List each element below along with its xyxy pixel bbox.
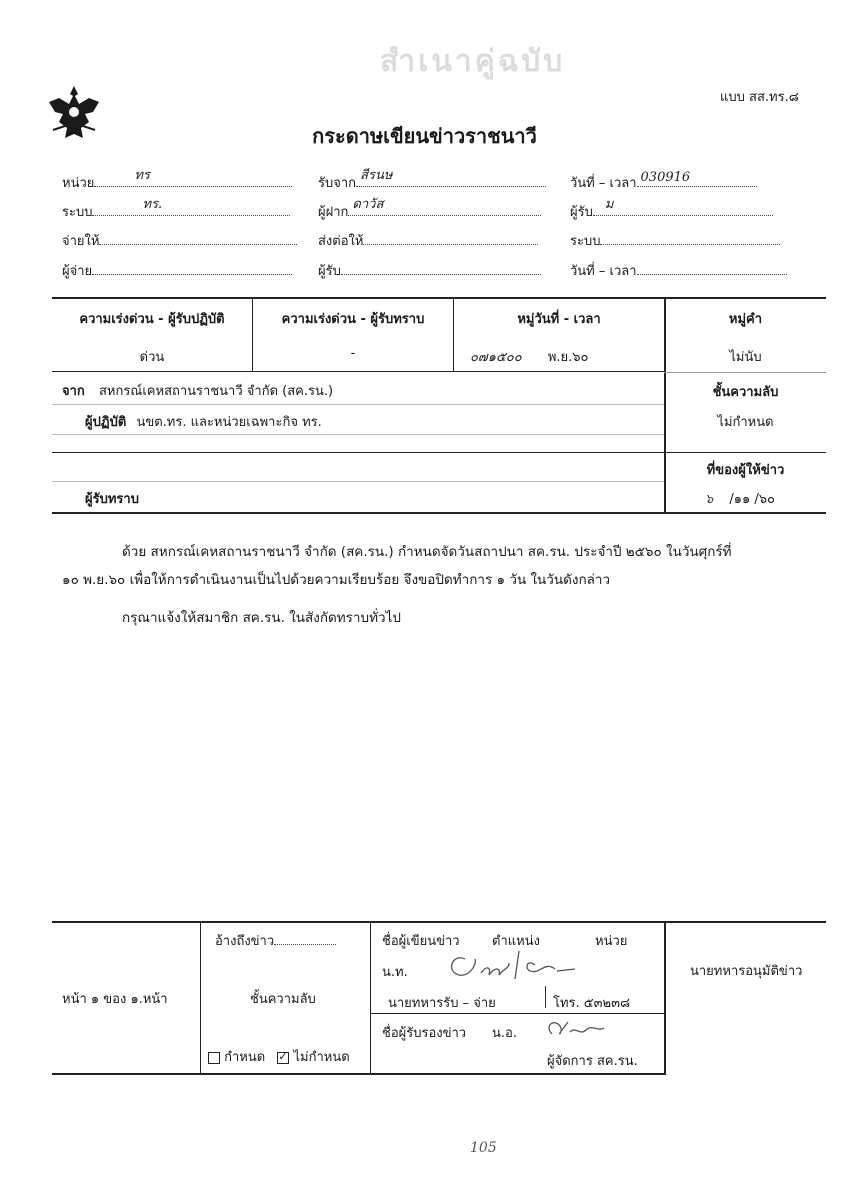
position-value: นายทหารรับ – จ่าย [388,996,496,1011]
classification-value: ไม่กำหนด [717,415,774,430]
forward-to-field [318,230,538,251]
forward-to-label: ส่งต่อให้ [318,234,364,249]
dtg-month: พ.ย.๖๐ [547,350,589,365]
writer-name-label: ชื่อผู้เขียนข่าว [382,934,460,949]
copy-stamp: สำเนาคู่ฉบับ [380,44,566,79]
system-label: ระบบ [62,205,93,220]
undefined-label: ไม่กำหนด [293,1050,350,1065]
writer-signature-icon [425,945,605,987]
dtg-number: ๐๗๑๕๐๐ [470,350,522,365]
action-row [85,411,322,432]
deposited-by-field [318,197,541,222]
undefined-checkbox[interactable] [277,1052,289,1064]
date-time2-label: วันที่ – เวลา [570,264,637,279]
received-from-value: สีรนษ [360,168,393,183]
footer-classification-label: ชั้นความลับ [250,992,316,1007]
receiver-label: ผู้รับ [318,264,341,279]
deposited-by-label: ผู้ฝาก [318,205,349,220]
from-value: สหกรณ์เคหสถานราชนาวี จำกัด (สค.รน.) [98,384,334,399]
receiver2-field [570,197,773,222]
urgency-action-header: ความเร่งด่วน - ผู้รับปฏิบัติ [79,312,225,327]
certifier-signature-icon [540,1014,610,1044]
phone-value: โทร. ๕๓๒๓๘ [553,996,631,1011]
action-label: ผู้ปฏิบัติ [85,415,127,430]
originator-ref-header: ที่ของผู้ให้ข่าว [706,463,785,478]
urgency-info-value: - [350,346,356,361]
pay-to-label: จ่ายให้ [62,234,100,249]
unit-label: หน่วย [595,934,628,949]
date-time-value: 030916 [640,170,691,185]
system-field [62,197,290,222]
system-value: ทร. [142,197,163,212]
handwritten-number: 105 [470,1140,497,1156]
date-time-label: วันที่ – เวลา [570,176,637,191]
system2-field [570,230,780,251]
originator-ref-prefix: ๖ [705,492,714,507]
unit-label: หน่วย [62,176,95,191]
rank-no: น.อ. [492,1026,517,1041]
receiver-field [318,260,541,281]
from-label: จาก [62,384,85,399]
word-count-value: ไม่นับ [729,350,762,365]
classification-options [208,1046,350,1067]
urgency-action-value: ด่วน [139,350,165,365]
body-paragraph-1-cont: ๑๐ พ.ย.๖๐ เพื่อให้การดำเนินงานเป็นไปด้วยความเรียบร้อย จึงขอปิดทำการ ๑ วัน ในวันดังกล่าว [62,572,611,588]
dtg-header: หมู่วันที่ - เวลา [517,312,601,327]
body-paragraph-1: ด้วย สหกรณ์เคหสถานราชนาวี จำกัด (สค.รน.) กำหนดจัดวันสถาปนา สค.รน. ประจำปี ๒๕๖๐ ในวันศุกร์ที่ [122,544,732,560]
deposited-by-value: ดาวัส [352,197,384,212]
originator-ref-value [705,488,775,509]
page-title: กระดาษเขียนข่าวราชนาวี [312,124,537,148]
info-label: ผู้รับทราบ [85,492,139,507]
manager-value: ผู้จัดการ สค.รน. [547,1054,638,1069]
date-time-field [570,172,757,193]
action-value: นขต.ทร. และหน่วยเฉพาะกิจ ทร. [136,415,322,430]
received-from-label: รับจาก [318,176,357,191]
classification-header: ชั้นความลับ [712,385,779,400]
urgency-info-header: ความเร่งด่วน - ผู้รับทราบ [281,312,425,327]
rank-nt: น.ท. [382,965,408,980]
position-label: ตำแหน่ง [492,934,540,949]
date-time2-field [570,260,787,281]
originator-ref-number: /๑๑ /๖๐ [729,492,775,507]
approver-label: นายทหารอนุมัติข่าว [690,964,803,979]
body-paragraph-2: กรุณาแจ้งให้สมาชิก สค.รน. ในสังกัดทราบทั่วไป [122,610,401,626]
system2-label: ระบบ [570,234,601,249]
payer-label: ผู้จ่าย [62,264,93,279]
defined-checkbox[interactable] [208,1052,220,1064]
unit-value: ทร [134,168,150,183]
unit-field [62,168,292,193]
received-from-field [318,168,546,193]
payer-field [62,260,292,281]
ref-message-label: อ้างถึงข่าว [215,934,275,949]
dtg-value [470,346,588,367]
form-code: แบบ สส.ทร.๘ [720,90,799,105]
ref-message-field [215,930,336,951]
pay-to-field [62,230,297,251]
word-count-header: หมู่คำ [728,312,763,327]
page-number: หน้า ๑ ของ ๑.หน้า [62,992,168,1007]
from-row [62,380,333,401]
certifier-label: ชื่อผู้รับรองข่าว [382,1026,467,1041]
defined-label: กำหนด [224,1050,266,1065]
receiver2-value: ม [604,197,614,212]
receiver2-label: ผู้รับ [570,205,593,220]
